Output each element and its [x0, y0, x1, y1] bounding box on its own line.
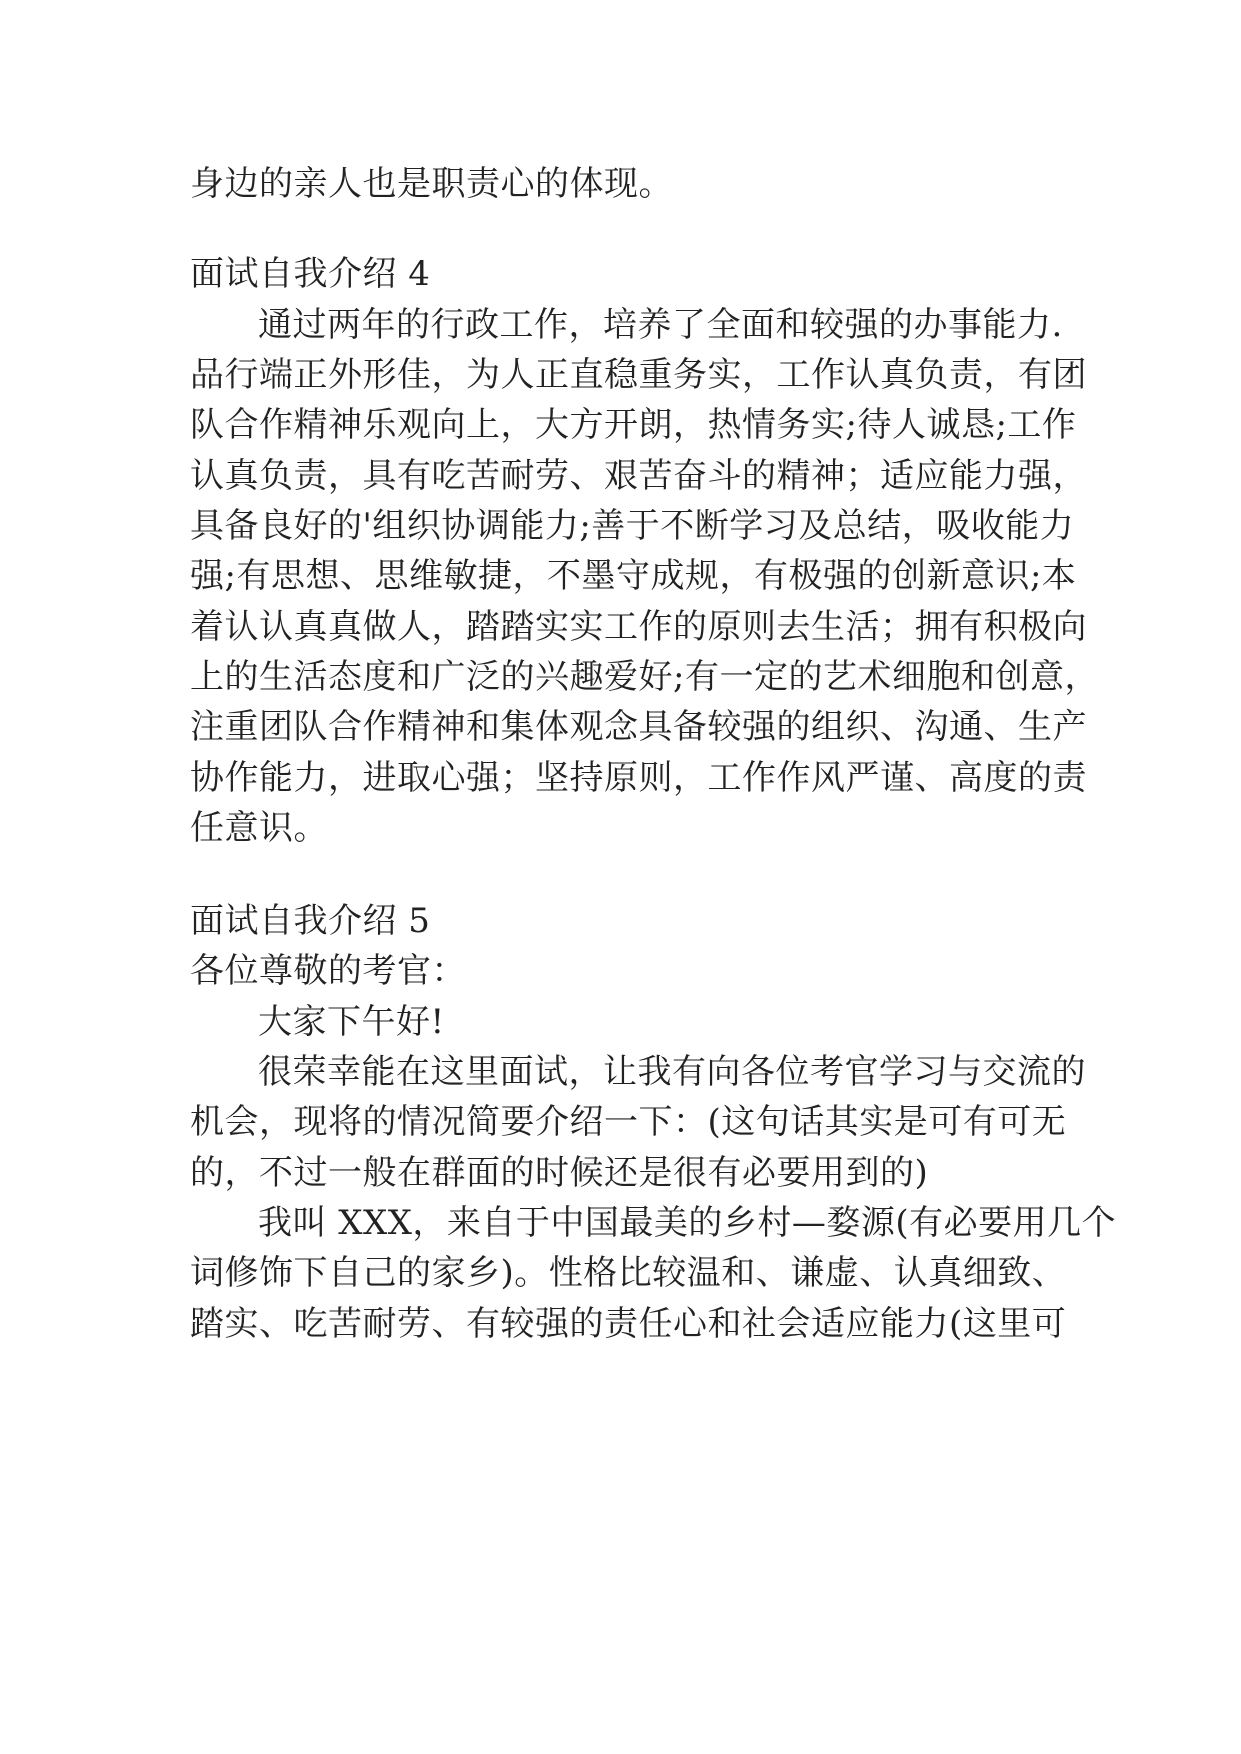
text-line: 各位尊敬的考官： [190, 951, 466, 991]
text-line: 身边的亲人也是职责心的体现。 [190, 164, 673, 204]
text-line: 通过两年的行政工作，培养了全面和较强的办事能力. [258, 305, 1063, 345]
text-line: 我叫 XXX，来自于中国最美的乡村—婺源(有必要用几个 [258, 1203, 1117, 1243]
text-line: 品行端正外形佳，为人正直稳重务实，工作认真负责，有团 [190, 355, 1087, 395]
text-line: 大家下午好! [258, 1002, 445, 1042]
text-line: 任意识。 [190, 808, 328, 848]
text-line: 的，不过一般在群面的时候还是很有必要用到的) [190, 1153, 929, 1193]
text-line: 注重团队合作精神和集体观念具备较强的组织、沟通、生产 [190, 707, 1087, 747]
text-line: 队合作精神乐观向上，大方开朗，热情务实;待人诚恳;工作 [190, 405, 1077, 445]
section-heading: 面试自我介绍 4 [190, 254, 431, 294]
text-line: 认真负责，具有吃苦耐劳、艰苦奋斗的精神；适应能力强， [190, 456, 1087, 496]
text-line: 具备良好的'组织协调能力;善于不断学习及总结，吸收能力 [190, 506, 1075, 546]
text-line: 踏实、吃苦耐劳、有较强的责任心和社会适应能力(这里可 [190, 1304, 1067, 1344]
text-line: 词修饰下自己的家乡)。性格比较温和、谦虚、认真细致、 [190, 1253, 1067, 1293]
text-line: 着认认真真做人，踏踏实实工作的原则去生活；拥有积极向 [190, 607, 1087, 647]
text-line: 强;有思想、思维敏捷，不墨守成规，有极强的创新意识;本 [190, 556, 1077, 596]
text-line: 很荣幸能在这里面试，让我有向各位考官学习与交流的 [258, 1052, 1086, 1092]
text-line: 协作能力，进取心强；坚持原则，工作作风严谨、高度的责 [190, 758, 1087, 798]
section-heading: 面试自我介绍 5 [190, 901, 431, 941]
text-line: 上的生活态度和广泛的兴趣爱好;有一定的艺术细胞和创意， [190, 657, 1099, 697]
text-line: 机会，现将的情况简要介绍一下：(这句话其实是可有可无 [190, 1102, 1067, 1142]
